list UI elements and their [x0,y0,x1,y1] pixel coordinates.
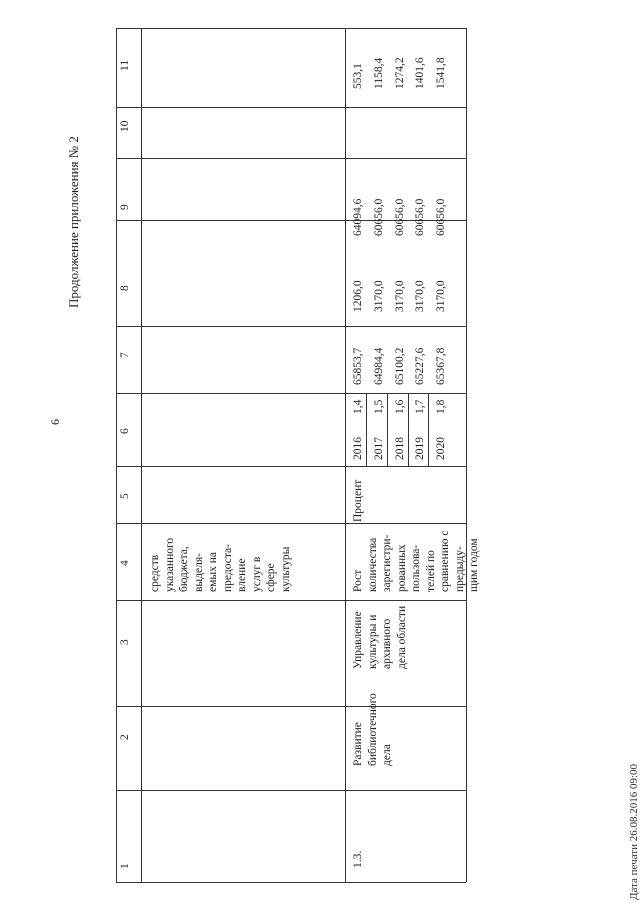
grid-line [116,393,466,394]
grid-line [141,28,142,882]
year: 2017 [373,437,385,460]
column-number: 2 [119,734,131,740]
value-col6: 1,5 [373,399,385,414]
unit: Процент [352,479,364,522]
grid-line [116,706,466,707]
grid-line [116,790,466,791]
value-col11: 1401,6 [414,57,426,89]
grid-line [116,158,466,159]
value-col9: 60656,0 [373,198,385,236]
value-col6: 1,7 [414,399,426,414]
year: 2020 [435,437,447,460]
column-number: 4 [119,560,131,566]
continuation-cell-text: средств указанного бюджета, выделя- емых на предоста- вление услуг в сфере культуры [149,537,292,592]
grid-line [428,393,429,466]
value-col11: 553,1 [352,63,364,89]
column-number: 6 [119,428,131,434]
value-col6: 1,6 [394,399,406,414]
value-col6: 1,8 [435,399,447,414]
value-col7: 65367,8 [435,347,447,385]
print-date: Дата печати 26.08.2016 09:00 [628,763,640,900]
column-number: 9 [119,204,131,210]
grid-line [116,466,466,467]
grid-line [387,393,388,466]
value-col6: 1,4 [352,399,364,414]
grid-line [116,523,466,524]
page-number: 6 [48,419,62,425]
grid-line [116,28,117,882]
value-col8: 3170,0 [414,280,426,312]
indicator: Рост количества зарегистри- рованных пользова- телей по сравнению с предыду- щим годом [352,530,480,592]
column-number: 5 [119,493,131,499]
value-col11: 1158,4 [373,57,385,89]
grid-line [466,28,467,882]
page-title: Продолжение приложения № 2 [66,136,81,308]
column-number: 7 [119,352,131,358]
grid-line [345,28,346,882]
grid-line [116,600,466,601]
grid-line [116,28,466,29]
column-number: 11 [119,59,131,71]
value-col7: 65227,6 [414,347,426,385]
value-col9: 60656,0 [414,198,426,236]
value-col9: 60656,0 [394,198,406,236]
grid-line [116,882,466,883]
program-name: Развитие библиотечного дела [352,693,393,766]
year: 2019 [414,437,426,460]
grid-line [116,107,466,108]
value-col8: 3170,0 [394,280,406,312]
value-col7: 65100,2 [394,347,406,385]
grid-line [116,326,466,327]
value-col9: 60656,0 [435,198,447,236]
year: 2016 [352,437,364,460]
value-col7: 65853,7 [352,347,364,385]
year: 2018 [394,437,406,460]
value-col11: 1541,8 [435,57,447,89]
column-number: 3 [119,639,131,645]
value-col8: 3170,0 [435,280,447,312]
value-col8: 1206,0 [352,280,364,312]
grid-line [408,393,409,466]
value-col9: 64094,6 [352,198,364,236]
row-number: 1.3. [352,850,364,868]
column-number: 1 [119,863,131,869]
grid-line [366,393,367,466]
executor: Управление культуры и архивного дела области [352,605,408,669]
column-number: 8 [119,285,131,291]
value-col7: 64984,4 [373,347,385,385]
column-number: 10 [119,120,131,132]
value-col11: 1274,2 [394,57,406,89]
value-col8: 3170,0 [373,280,385,312]
